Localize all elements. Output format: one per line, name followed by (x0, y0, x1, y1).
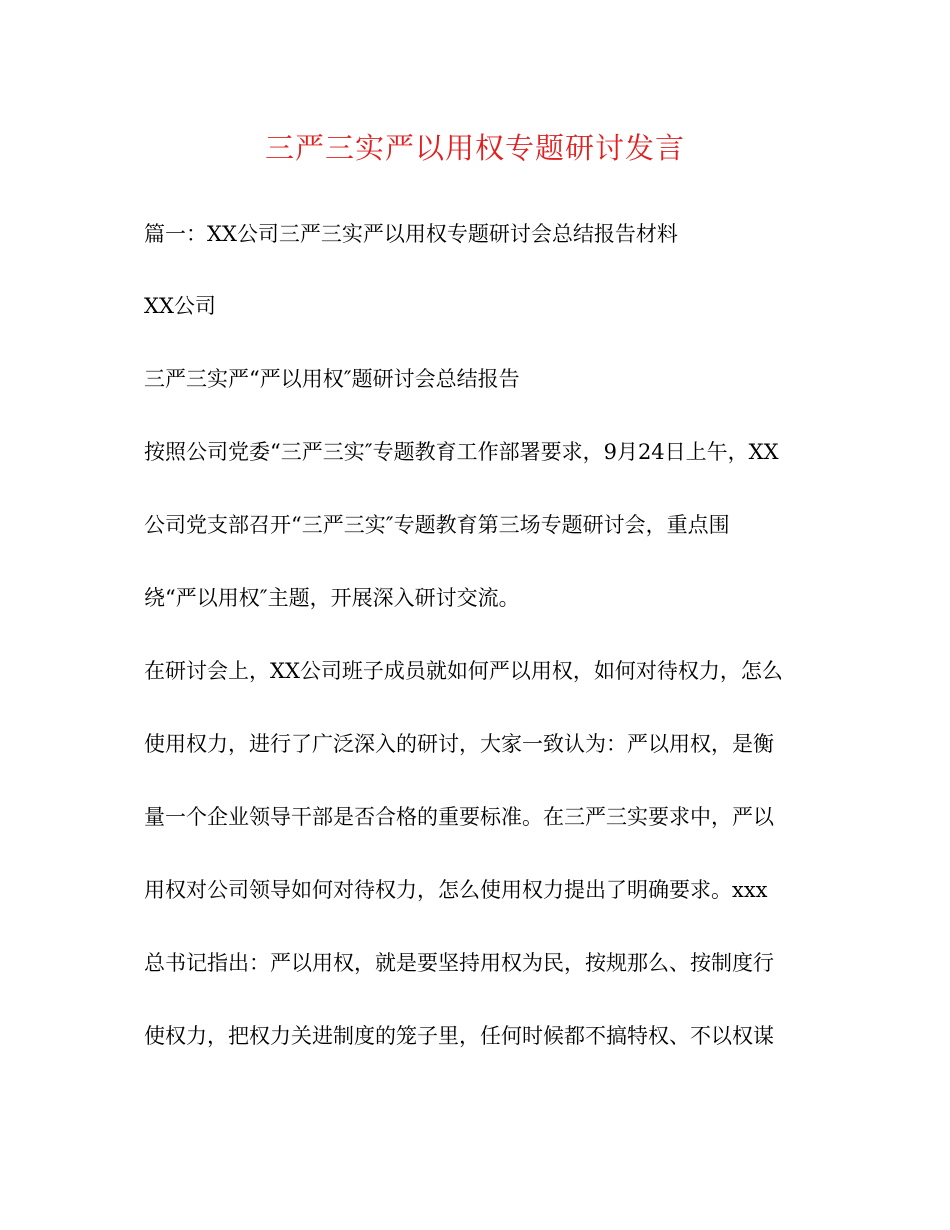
paragraph-line: 按照公司党委“三严三实″专题教育工作部署要求，9月24日上午，XX (144, 440, 779, 464)
paragraph-line: 使用权力，进行了广泛深入的研讨，大家一致认为：严以用权，是衡 (144, 732, 774, 756)
paragraph-line: 在研讨会上，XX公司班子成员就如何严以用权，如何对待权力，怎么 (144, 659, 783, 683)
document-title: 三严三实严以用权专题研讨发言 (264, 131, 685, 165)
paragraph-line: 用权对公司领导如何对待权力，怎么使用权力提出了明确要求。xxx (144, 878, 768, 902)
paragraph-line: 量一个企业领导干部是否合格的重要标准。在三严三实要求中，严以 (144, 805, 774, 829)
paragraph-line: 公司党支部召开“三严三实″专题教育第三场专题研讨会，重点围 (144, 513, 730, 537)
report-title: 三严三实严“严以用权″题研讨会总结报告 (144, 367, 520, 391)
company-name: XX公司 (144, 294, 216, 318)
paragraph-line: 使权力，把权力关进制度的笼子里，任何时候都不搞特权、不以权谋 (144, 1024, 774, 1048)
section-heading: 篇一：XX公司三严三实严以用权专题研讨会总结报告材料 (144, 222, 678, 246)
paragraph-line: 绕“严以用权″主题，开展深入研讨交流。 (144, 586, 520, 610)
paragraph-line: 总书记指出：严以用权，就是要坚持用权为民，按规那么、按制度行 (144, 951, 774, 975)
